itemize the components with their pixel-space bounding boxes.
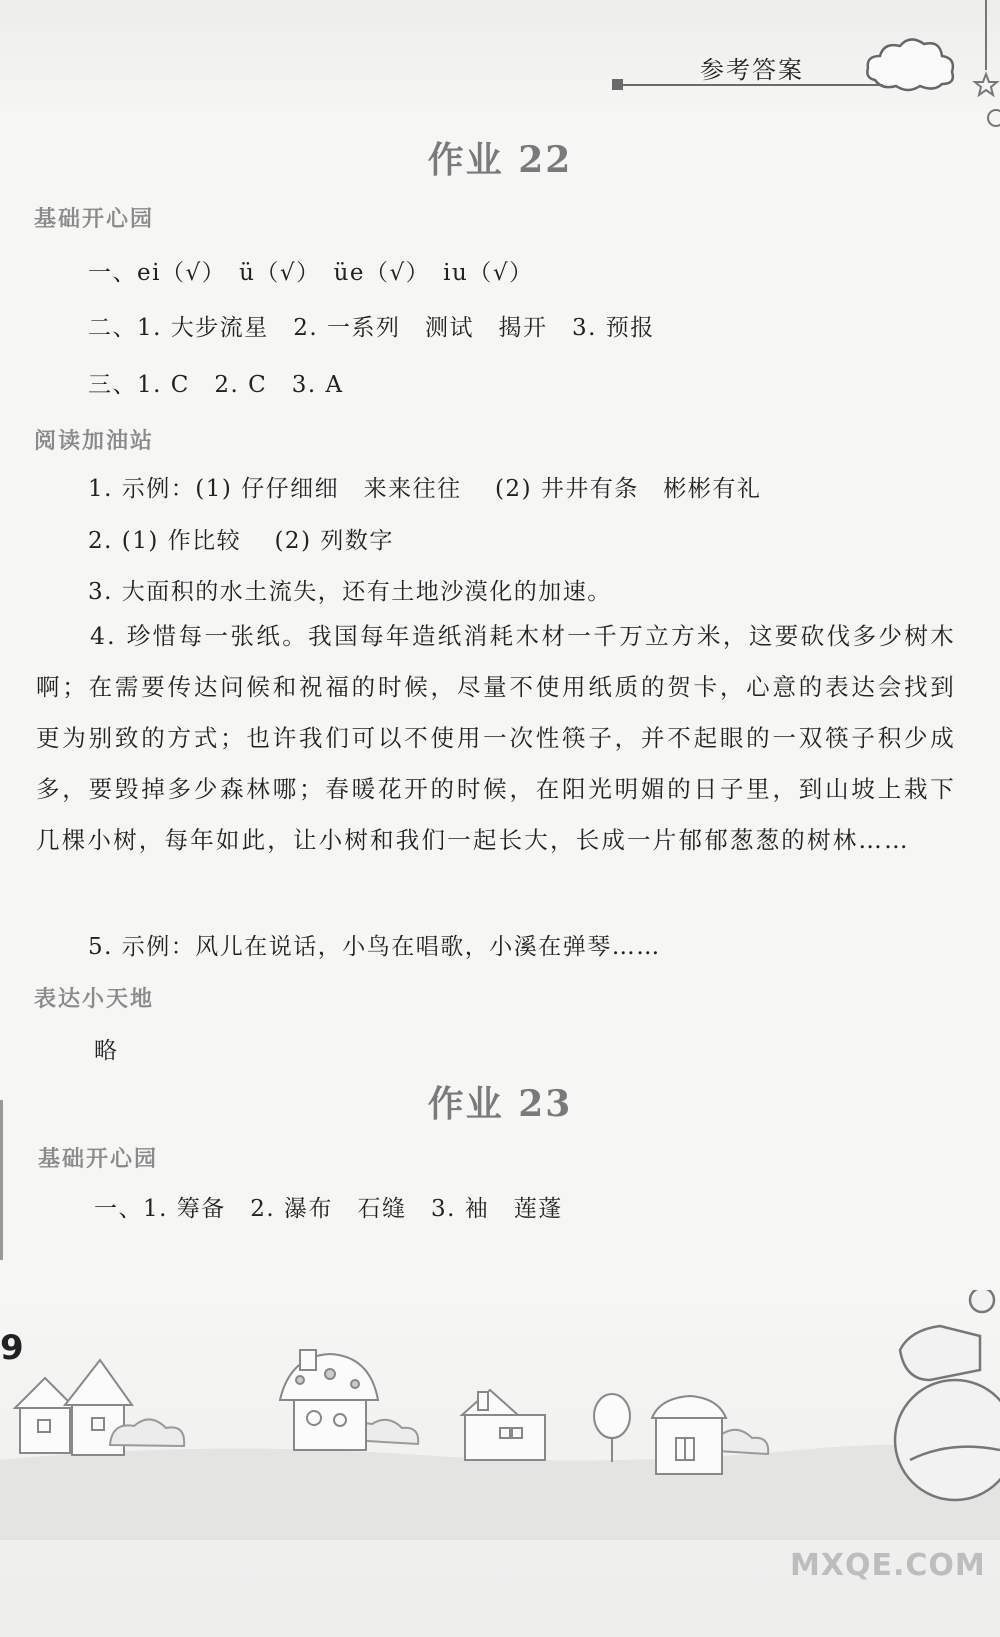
answer-line: 2. (1) 作比较 (2) 列数字 — [88, 528, 394, 554]
homework-22-title: 作业 22 — [427, 139, 573, 181]
answer-line: 二、1. 大步流星 2. 一系列 测试 揭开 3. 预报 — [88, 315, 655, 341]
watermark: MXQE.COM — [790, 1548, 986, 1583]
header-label: 参考答案 — [700, 56, 804, 84]
section-heading-expression: 表达小天地 — [34, 987, 155, 1012]
answer-line: 一、ei（√） ü（√） üe（√） iu（√） — [88, 260, 534, 286]
house-icon — [652, 1396, 726, 1474]
star-icon — [962, 0, 1000, 130]
answer-line: 3. 大面积的水土流失，还有土地沙漠化的加速。 — [88, 579, 612, 605]
answer-line: 一、1. 筹备 2. 瀑布 石缝 3. 袖 莲蓬 — [94, 1196, 563, 1222]
section-heading-basics: 基础开心园 — [38, 1147, 159, 1172]
page-edge — [0, 1100, 3, 1260]
cloud-icon — [860, 30, 960, 100]
house-icon — [462, 1390, 545, 1460]
homework-23-title: 作业 23 — [427, 1083, 573, 1125]
footer-illustration — [0, 1290, 1000, 1540]
header-line — [618, 84, 883, 86]
answer-line: 1. 示例：(1) 仔仔细细 来来往往 (2) 井井有条 彬彬有礼 — [88, 476, 762, 502]
section-heading-basics: 基础开心园 — [34, 207, 155, 232]
answer-line: 略 — [94, 1038, 119, 1064]
robot-telescope-icon — [895, 1290, 1000, 1500]
answer-line: 5. 示例：风儿在说话，小鸟在唱歌，小溪在弹琴…… — [88, 934, 661, 960]
answer-line: 三、1. C 2. C 3. A — [88, 372, 344, 398]
section-heading-reading: 阅读加油站 — [34, 429, 155, 454]
page-number: 9 — [0, 1328, 24, 1368]
mushroom-house-icon — [280, 1350, 378, 1450]
answer-paragraph: 4. 珍惜每一张纸。我国每年造纸消耗木材一千万立方米，这要砍伐多少树木啊；在需要传达问候和祝福的时候，尽量不使用纸质的贺卡，心意的表达会找到更为别致的方式；也许我们可以不使用一次性筷子，并不起眼的一双筷子积少成多，要毁掉多少森林哪；春暖花开的时候，在阳光明媚的日子里，到山坡上栽下几棵小树，每年如此，让小树和我们一起长大，长成一片郁郁葱葱的树林…… — [36, 622, 956, 854]
tree-icon — [594, 1394, 630, 1462]
